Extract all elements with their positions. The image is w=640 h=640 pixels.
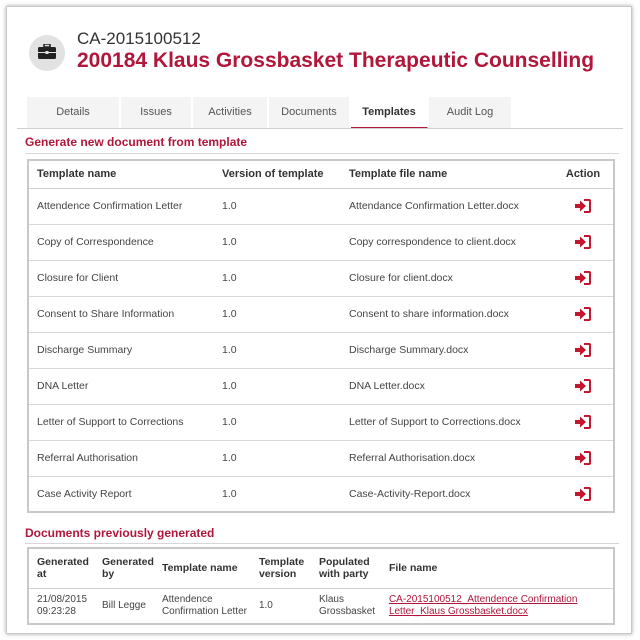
template-version-cell: 1.0 xyxy=(214,188,341,224)
template-file-cell: Consent to share information.docx xyxy=(341,296,553,332)
tab-bar xyxy=(27,97,513,129)
generate-document-icon[interactable] xyxy=(574,234,592,250)
action-cell xyxy=(553,260,614,296)
template-name-cell: Attendence Confirmation Letter xyxy=(161,593,247,617)
table-header-row xyxy=(28,548,614,588)
generate-document-icon[interactable] xyxy=(574,414,592,430)
action-cell xyxy=(553,332,614,368)
column-header-file-name: Template file name xyxy=(341,160,553,188)
tab-issues[interactable]: Issues xyxy=(121,97,193,129)
table-row xyxy=(28,476,614,512)
table-row xyxy=(28,588,614,624)
populated-party-cell: Klaus Grossbasket xyxy=(318,593,376,617)
column-header-template-name: Template name xyxy=(154,548,251,588)
column-header-template-version: Template version xyxy=(251,548,311,588)
action-cell xyxy=(553,188,614,224)
generate-document-icon[interactable] xyxy=(574,450,592,466)
generate-document-icon[interactable] xyxy=(574,198,592,214)
template-file-cell: Case-Activity-Report.docx xyxy=(349,487,471,500)
generate-document-icon[interactable] xyxy=(574,342,592,358)
page-title: 200184 Klaus Grossbasket Therapeutic Counselling xyxy=(77,49,595,72)
briefcase-icon xyxy=(29,35,65,71)
template-version-cell: 1.0 xyxy=(214,368,341,404)
table-header-row xyxy=(28,160,614,188)
generated-section-title: Documents previously generated xyxy=(25,526,215,540)
table-row xyxy=(28,188,614,224)
tab-divider xyxy=(17,128,623,129)
tab-documents[interactable]: Documents xyxy=(269,97,351,129)
template-name-cell: Attendence Confirmation Letter xyxy=(28,188,214,224)
generate-document-icon[interactable] xyxy=(574,486,592,502)
generated-by-cell: Bill Legge xyxy=(102,599,146,611)
template-file-cell: Letter of Support to Corrections.docx xyxy=(341,404,553,440)
template-name-cell: Copy of Correspondence xyxy=(28,224,214,260)
templates-section-title: Generate new document from template xyxy=(25,135,248,149)
template-file-cell: DNA Letter.docx xyxy=(341,368,553,404)
template-name-cell: DNA Letter xyxy=(28,368,214,404)
template-file-cell: Attendance Confirmation Letter.docx xyxy=(341,188,553,224)
template-name-cell: Consent to Share Information xyxy=(28,296,214,332)
template-file-cell: Copy correspondence to client.docx xyxy=(341,224,553,260)
template-file-cell: Discharge Summary.docx xyxy=(341,332,553,368)
column-header-action: Action xyxy=(553,160,614,188)
table-row xyxy=(28,368,614,404)
template-name-cell: Case Activity Report xyxy=(37,487,132,500)
template-version-cell: 1.0 xyxy=(258,599,273,611)
tab-details[interactable]: Details xyxy=(27,97,121,129)
case-window xyxy=(6,6,632,634)
generate-document-icon[interactable] xyxy=(574,306,592,322)
action-cell xyxy=(553,476,614,512)
template-name-cell: Letter of Support to Corrections xyxy=(28,404,214,440)
section-divider xyxy=(25,153,619,154)
template-name-cell: Closure for Client xyxy=(28,260,214,296)
section-divider xyxy=(25,543,619,544)
template-name-cell: Referral Authorisation xyxy=(28,440,214,476)
file-name-cell xyxy=(381,588,614,624)
tab-audit-log[interactable]: Audit Log xyxy=(429,97,513,129)
template-name-cell: Discharge Summary xyxy=(28,332,214,368)
tab-activities[interactable]: Activities xyxy=(193,97,269,129)
table-row xyxy=(28,224,614,260)
generate-document-icon[interactable] xyxy=(574,270,592,286)
action-cell xyxy=(553,224,614,260)
generate-document-icon[interactable] xyxy=(574,378,592,394)
column-header-generated-at: Generated at xyxy=(28,548,94,588)
action-cell xyxy=(553,368,614,404)
table-row xyxy=(28,440,614,476)
table-row xyxy=(28,332,614,368)
case-header xyxy=(27,29,627,89)
template-version-cell: 1.0 xyxy=(214,404,341,440)
generated-documents-table xyxy=(27,547,615,625)
case-id: CA-2015100512 xyxy=(77,29,201,48)
column-header-generated-by: Generated by xyxy=(94,548,154,588)
generated-at-cell: 21/08/2015 09:23:28 xyxy=(37,593,88,617)
templates-table xyxy=(27,159,615,513)
template-version-cell: 1.0 xyxy=(214,440,341,476)
column-header-populated-with-party: Populated with party xyxy=(311,548,381,588)
template-version-cell: 1.0 xyxy=(214,332,341,368)
column-header-file-name: File name xyxy=(381,548,614,588)
column-header-version: Version of template xyxy=(214,160,341,188)
template-file-cell: Closure for client.docx xyxy=(341,260,553,296)
column-header-template-name: Template name xyxy=(28,160,214,188)
table-row xyxy=(28,404,614,440)
action-cell xyxy=(553,440,614,476)
generated-file-link[interactable]: CA-2015100512_Attendence Confirmation Letter_Klaus Grossbasket.docx xyxy=(388,593,578,617)
template-version-cell: 1.0 xyxy=(214,296,341,332)
template-version-cell: 1.0 xyxy=(214,260,341,296)
action-cell xyxy=(553,296,614,332)
template-version-cell: 1.0 xyxy=(214,224,341,260)
table-row xyxy=(28,260,614,296)
template-version-cell: 1.0 xyxy=(222,487,237,500)
table-row xyxy=(28,296,614,332)
action-cell xyxy=(553,404,614,440)
tab-templates[interactable]: Templates xyxy=(351,97,429,129)
template-file-cell: Referral Authorisation.docx xyxy=(341,440,553,476)
